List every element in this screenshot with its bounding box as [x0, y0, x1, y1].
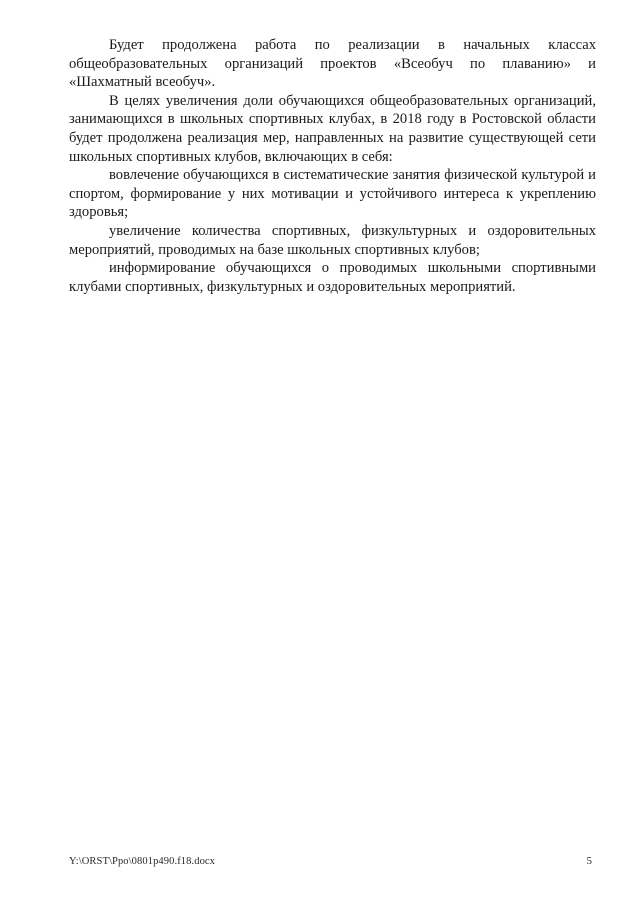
paragraph-vseobuch-projects: Будет продолжена работа по реализации в начальных классах общеобразовательных организаций проектов «Всеобуч по плаванию» и «Шахматный всеобуч». — [69, 37, 596, 91]
document-body — [69, 36, 596, 296]
footer-file-path: Y:\ORST\Ppo\0801p490.f18.docx — [69, 856, 216, 867]
footer-page-number: 5 — [586, 855, 592, 867]
paragraph-sports-clubs-measures: В целях увеличения доли обучающихся общеобразовательных организаций, занимающихся в школьных спортивных клубах, в 2018 году в Ростовской области будет продолжена реализация мер, направленных на развитие существующей сети школьных спортивных клубов, включающих в себя: — [69, 92, 596, 165]
paragraph-measure-informing: информирование обучающихся о проводимых школьными спортивными клубами спортивных, физкультурных и оздоровительных мероприятий. — [69, 260, 596, 295]
paragraph-measure-events-increase: увеличение количества спортивных, физкультурных и оздоровительных мероприятий, проводимых на базе школьных спортивных клубов; — [69, 222, 596, 258]
paragraph-measure-involvement: вовлечение обучающихся в систематические занятия физической культурой и спортом, формирование у них мотивации и устойчивого интереса к укреплению здоровья; — [69, 167, 596, 221]
